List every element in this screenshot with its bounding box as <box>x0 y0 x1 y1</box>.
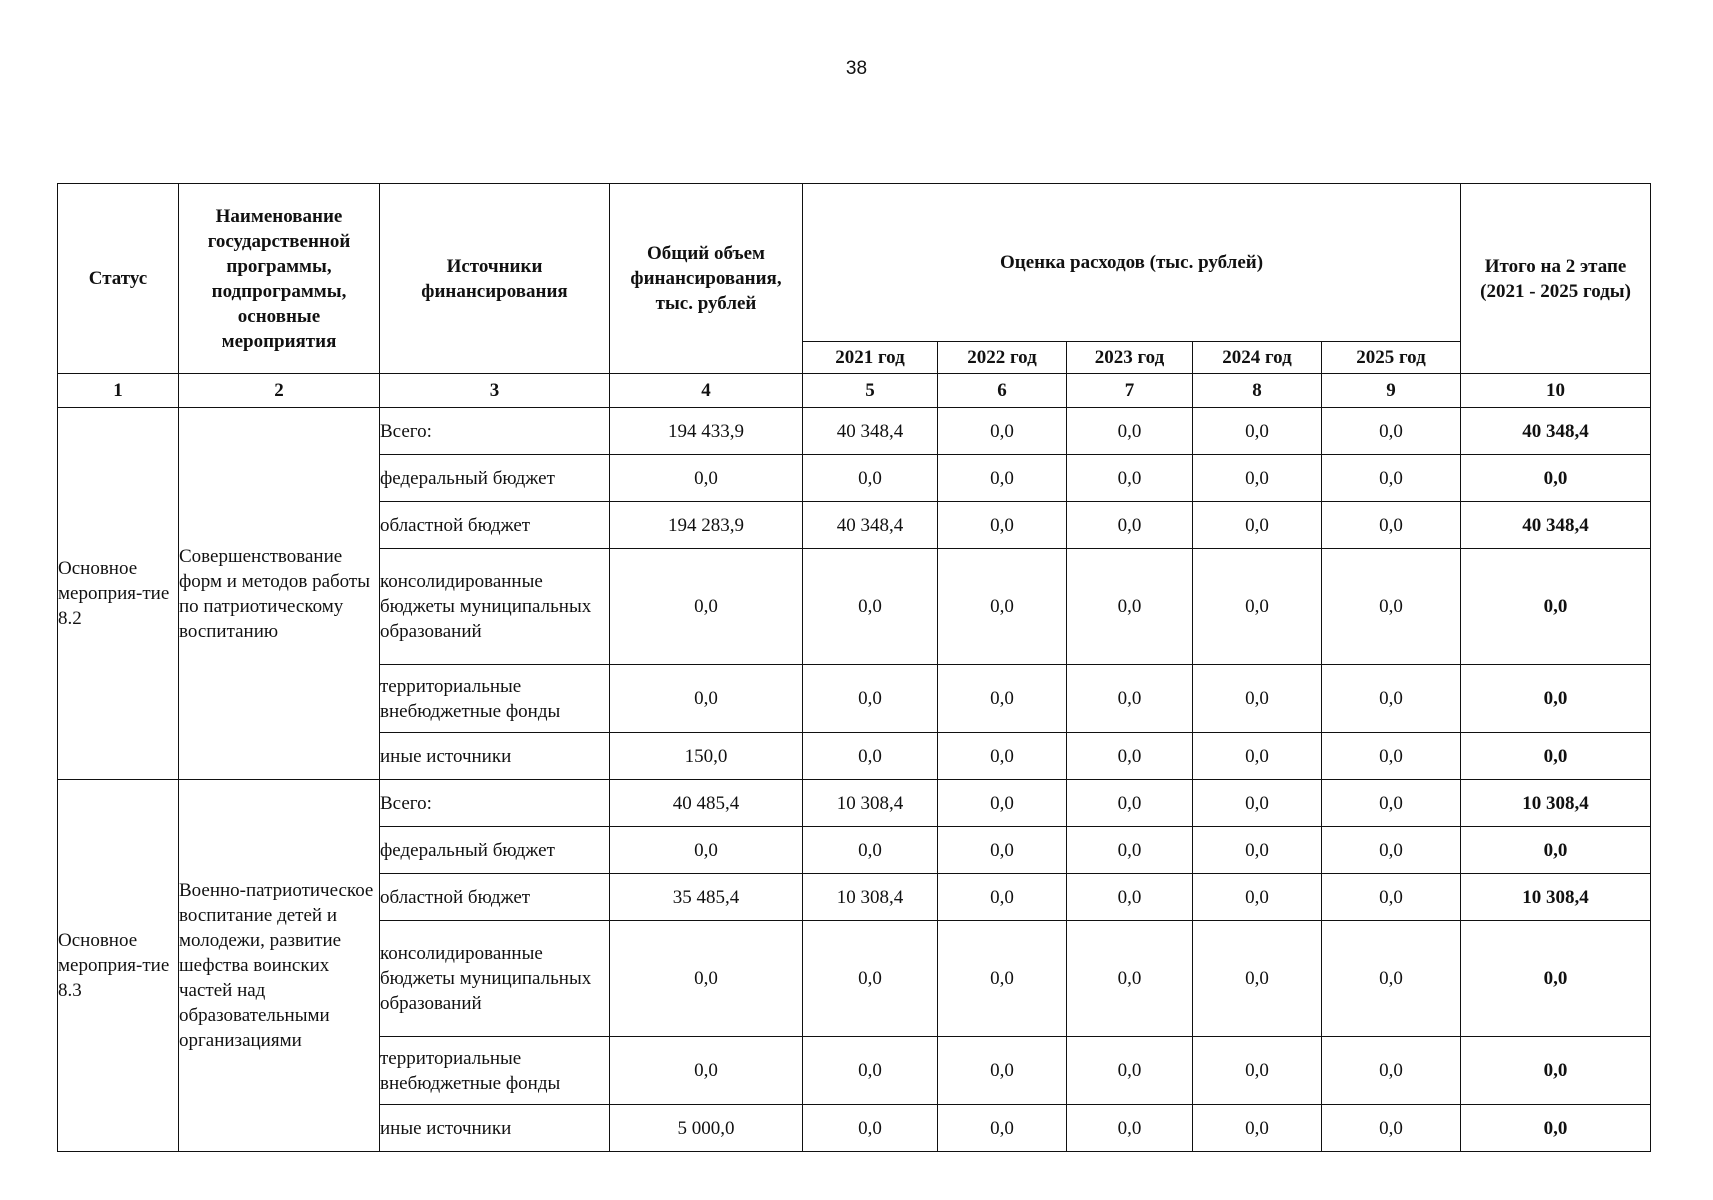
header-year: 2025 год <box>1322 342 1461 374</box>
source-cell: иные источники <box>380 1105 610 1152</box>
total-volume-cell: 194 283,9 <box>610 502 803 549</box>
year-2025-cell: 0,0 <box>1322 665 1461 733</box>
source-cell: Всего: <box>380 780 610 827</box>
table-row <box>58 408 1651 455</box>
year-2022-cell: 0,0 <box>938 827 1067 874</box>
year-2022-cell: 0,0 <box>938 1105 1067 1152</box>
year-2025-cell: 0,0 <box>1322 874 1461 921</box>
source-cell: областной бюджет <box>380 502 610 549</box>
column-number: 9 <box>1322 374 1461 408</box>
year-2021-cell: 10 308,4 <box>803 874 938 921</box>
source-cell: областной бюджет <box>380 874 610 921</box>
year-2021-cell: 0,0 <box>803 733 938 780</box>
year-2025-cell: 0,0 <box>1322 549 1461 665</box>
year-2021-cell: 0,0 <box>803 455 938 502</box>
year-2025-cell: 0,0 <box>1322 1105 1461 1152</box>
stage-total-cell: 10 308,4 <box>1461 874 1651 921</box>
year-2025-cell: 0,0 <box>1322 1037 1461 1105</box>
year-2025-cell: 0,0 <box>1322 780 1461 827</box>
source-cell: консолидированные бюджеты муниципальных образований <box>380 921 610 1037</box>
year-2022-cell: 0,0 <box>938 502 1067 549</box>
source-cell: Всего: <box>380 408 610 455</box>
year-2024-cell: 0,0 <box>1193 921 1322 1037</box>
year-2022-cell: 0,0 <box>938 921 1067 1037</box>
source-cell: консолидированные бюджеты муниципальных образований <box>380 549 610 665</box>
header-total-volume: Общий объем финансирования, тыс. рублей <box>610 184 803 374</box>
year-2025-cell: 0,0 <box>1322 502 1461 549</box>
total-volume-cell: 0,0 <box>610 827 803 874</box>
stage-total-cell: 0,0 <box>1461 733 1651 780</box>
total-volume-cell: 35 485,4 <box>610 874 803 921</box>
stage-total-cell: 0,0 <box>1461 827 1651 874</box>
total-volume-cell: 0,0 <box>610 921 803 1037</box>
year-2023-cell: 0,0 <box>1067 665 1193 733</box>
stage-total-cell: 0,0 <box>1461 455 1651 502</box>
year-2025-cell: 0,0 <box>1322 827 1461 874</box>
column-number: 8 <box>1193 374 1322 408</box>
year-2023-cell: 0,0 <box>1067 1037 1193 1105</box>
year-2025-cell: 0,0 <box>1322 408 1461 455</box>
program-name-cell: Военно-патриотическое воспитание детей и молодежи, развитие шефства воинских частей над образовательными организациями <box>179 780 380 1152</box>
year-2023-cell: 0,0 <box>1067 455 1193 502</box>
column-number: 6 <box>938 374 1067 408</box>
header-year: 2022 год <box>938 342 1067 374</box>
year-2023-cell: 0,0 <box>1067 1105 1193 1152</box>
program-name-cell: Совершенствование форм и методов работы по патриотическому воспитанию <box>179 408 380 780</box>
financing-table <box>57 183 1651 1152</box>
year-2021-cell: 0,0 <box>803 827 938 874</box>
total-volume-cell: 0,0 <box>610 549 803 665</box>
column-number: 5 <box>803 374 938 408</box>
total-volume-cell: 0,0 <box>610 665 803 733</box>
header-expense-estimate: Оценка расходов (тыс. рублей) <box>803 184 1461 342</box>
stage-total-cell: 0,0 <box>1461 665 1651 733</box>
header-program-name: Наименование государственной программы, подпрограммы, основные мероприятия <box>179 184 380 374</box>
header-stage-total: Итого на 2 этапе (2021 - 2025 годы) <box>1461 184 1651 374</box>
year-2021-cell: 40 348,4 <box>803 408 938 455</box>
year-2024-cell: 0,0 <box>1193 874 1322 921</box>
total-volume-cell: 40 485,4 <box>610 780 803 827</box>
stage-total-cell: 40 348,4 <box>1461 502 1651 549</box>
year-2024-cell: 0,0 <box>1193 408 1322 455</box>
year-2022-cell: 0,0 <box>938 549 1067 665</box>
year-2022-cell: 0,0 <box>938 874 1067 921</box>
year-2021-cell: 0,0 <box>803 549 938 665</box>
table-row <box>58 780 1651 827</box>
year-2021-cell: 0,0 <box>803 1037 938 1105</box>
year-2023-cell: 0,0 <box>1067 780 1193 827</box>
year-2023-cell: 0,0 <box>1067 874 1193 921</box>
source-cell: территориальные внебюджетные фонды <box>380 665 610 733</box>
status-cell: Основное мероприя-тие 8.3 <box>58 780 179 1152</box>
source-cell: территориальные внебюджетные фонды <box>380 1037 610 1105</box>
year-2024-cell: 0,0 <box>1193 455 1322 502</box>
year-2022-cell: 0,0 <box>938 665 1067 733</box>
year-2025-cell: 0,0 <box>1322 921 1461 1037</box>
total-volume-cell: 150,0 <box>610 733 803 780</box>
year-2023-cell: 0,0 <box>1067 733 1193 780</box>
year-2021-cell: 0,0 <box>803 665 938 733</box>
year-2022-cell: 0,0 <box>938 408 1067 455</box>
source-cell: федеральный бюджет <box>380 455 610 502</box>
header-status: Статус <box>58 184 179 374</box>
stage-total-cell: 0,0 <box>1461 921 1651 1037</box>
stage-total-cell: 0,0 <box>1461 1105 1651 1152</box>
stage-total-cell: 40 348,4 <box>1461 408 1651 455</box>
year-2021-cell: 10 308,4 <box>803 780 938 827</box>
year-2022-cell: 0,0 <box>938 733 1067 780</box>
year-2024-cell: 0,0 <box>1193 1037 1322 1105</box>
year-2023-cell: 0,0 <box>1067 408 1193 455</box>
column-number: 10 <box>1461 374 1651 408</box>
year-2024-cell: 0,0 <box>1193 733 1322 780</box>
year-2022-cell: 0,0 <box>938 780 1067 827</box>
total-volume-cell: 0,0 <box>610 455 803 502</box>
year-2025-cell: 0,0 <box>1322 455 1461 502</box>
year-2024-cell: 0,0 <box>1193 1105 1322 1152</box>
year-2023-cell: 0,0 <box>1067 921 1193 1037</box>
source-cell: иные источники <box>380 733 610 780</box>
header-year: 2023 год <box>1067 342 1193 374</box>
total-volume-cell: 194 433,9 <box>610 408 803 455</box>
status-cell: Основное мероприя-тие 8.2 <box>58 408 179 780</box>
year-2024-cell: 0,0 <box>1193 665 1322 733</box>
year-2022-cell: 0,0 <box>938 1037 1067 1105</box>
page-number: 38 <box>845 58 868 79</box>
year-2023-cell: 0,0 <box>1067 549 1193 665</box>
year-2024-cell: 0,0 <box>1193 502 1322 549</box>
year-2023-cell: 0,0 <box>1067 827 1193 874</box>
header-year: 2024 год <box>1193 342 1322 374</box>
column-number: 7 <box>1067 374 1193 408</box>
stage-total-cell: 10 308,4 <box>1461 780 1651 827</box>
total-volume-cell: 5 000,0 <box>610 1105 803 1152</box>
column-number: 1 <box>58 374 179 408</box>
year-2024-cell: 0,0 <box>1193 780 1322 827</box>
stage-total-cell: 0,0 <box>1461 1037 1651 1105</box>
year-2024-cell: 0,0 <box>1193 549 1322 665</box>
year-2022-cell: 0,0 <box>938 455 1067 502</box>
total-volume-cell: 0,0 <box>610 1037 803 1105</box>
year-2025-cell: 0,0 <box>1322 733 1461 780</box>
column-number-row <box>58 374 1651 408</box>
year-2021-cell: 0,0 <box>803 921 938 1037</box>
year-2021-cell: 0,0 <box>803 1105 938 1152</box>
header-sources: Источники финансирования <box>380 184 610 374</box>
source-cell: федеральный бюджет <box>380 827 610 874</box>
column-number: 4 <box>610 374 803 408</box>
column-number: 3 <box>380 374 610 408</box>
stage-total-cell: 0,0 <box>1461 549 1651 665</box>
header-year: 2021 год <box>803 342 938 374</box>
year-2023-cell: 0,0 <box>1067 502 1193 549</box>
year-2021-cell: 40 348,4 <box>803 502 938 549</box>
column-number: 2 <box>179 374 380 408</box>
year-2024-cell: 0,0 <box>1193 827 1322 874</box>
